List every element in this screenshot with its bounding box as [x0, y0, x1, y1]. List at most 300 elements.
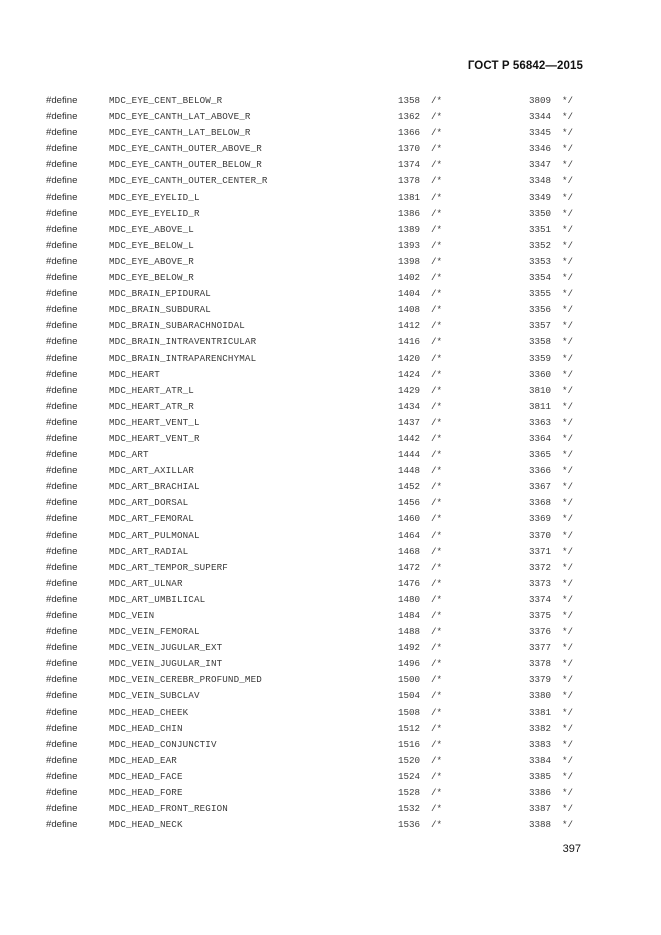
comment-close: */	[562, 272, 574, 284]
comment-close: */	[562, 368, 574, 380]
define-row	[46, 351, 586, 367]
comment-close: */	[562, 497, 574, 509]
define-keyword: #define	[46, 819, 78, 831]
define-row	[46, 190, 586, 206]
define-keyword: #define	[46, 787, 78, 799]
constant-name: MDC_EYE_CENT_BELOW_R	[109, 95, 223, 106]
constant-name: MDC_EYE_ABOVE_R	[109, 255, 194, 267]
comment-open: /*	[431, 95, 443, 106]
define-keyword: #define	[46, 658, 78, 670]
constant-name: MDC_ART	[109, 449, 149, 461]
constant-name: MDC_VEIN_JUGULAR_EXT	[109, 642, 223, 654]
comment-open: /*	[431, 320, 443, 332]
define-row	[46, 624, 586, 640]
comment-open: /*	[431, 722, 443, 734]
comment-code: 3374	[528, 593, 551, 605]
comment-code: 3379	[528, 674, 551, 686]
define-row	[46, 479, 586, 495]
define-keyword: #define	[46, 223, 78, 235]
constant-name: MDC_VEIN_SUBCLAV	[109, 690, 200, 702]
constant-value: 1366	[397, 127, 420, 139]
constant-name: MDC_EYE_CANTH_LAT_BELOW_R	[109, 127, 251, 139]
comment-open: /*	[431, 706, 443, 718]
define-row	[46, 238, 586, 254]
constant-value: 1524	[397, 770, 420, 782]
comment-close: */	[562, 513, 574, 525]
comment-code: 3377	[528, 642, 551, 654]
define-row	[46, 753, 586, 769]
constant-value: 1362	[397, 111, 420, 123]
constant-value: 1504	[397, 690, 420, 702]
define-keyword: #define	[46, 352, 78, 364]
define-keyword: #define	[46, 593, 78, 605]
comment-open: /*	[431, 239, 443, 251]
comment-code: 3373	[528, 577, 551, 589]
define-keyword: #define	[46, 561, 78, 573]
comment-close: */	[562, 706, 574, 718]
define-keyword: #define	[46, 159, 78, 171]
constant-name: MDC_BRAIN_INTRAPARENCHYMAL	[109, 352, 257, 364]
comment-close: */	[562, 610, 574, 621]
comment-code: 3371	[528, 545, 551, 557]
comment-open: /*	[431, 432, 443, 444]
comment-code: 3347	[528, 159, 551, 171]
constant-value: 1508	[397, 706, 420, 718]
define-row	[46, 560, 586, 576]
constant-name: MDC_EYE_EYELID_R	[109, 207, 200, 219]
constant-value: 1492	[397, 642, 420, 654]
constant-value: 1389	[397, 223, 420, 235]
define-row	[46, 640, 586, 656]
comment-open: /*	[431, 497, 443, 509]
comment-open: /*	[431, 127, 443, 139]
define-row	[46, 769, 586, 785]
comment-code: 3387	[528, 803, 551, 815]
define-keyword: #define	[46, 288, 78, 300]
comment-code: 3359	[528, 352, 551, 364]
define-keyword: #define	[46, 207, 78, 219]
comment-code: 3348	[528, 175, 551, 187]
constant-value: 1444	[397, 449, 420, 461]
comment-open: /*	[431, 288, 443, 300]
comment-code: 3351	[528, 223, 551, 235]
constant-name: MDC_EYE_BELOW_L	[109, 239, 194, 251]
comment-close: */	[562, 787, 574, 799]
define-keyword: #define	[46, 529, 78, 541]
comment-code: 3354	[528, 272, 551, 284]
constant-value: 1381	[397, 191, 420, 203]
comment-close: */	[562, 207, 574, 219]
define-row	[46, 286, 586, 302]
comment-open: /*	[431, 770, 443, 782]
comment-close: */	[562, 465, 574, 477]
constant-name: MDC_ART_TEMPOR_SUPERF	[109, 561, 228, 573]
constant-name: MDC_EYE_CANTH_OUTER_CENTER_R	[109, 175, 268, 187]
comment-code: 3365	[528, 449, 551, 461]
constant-name: MDC_VEIN_CEREBR_PROFUND_MED	[109, 674, 262, 686]
comment-open: /*	[431, 111, 443, 123]
comment-close: */	[562, 481, 574, 493]
constant-name: MDC_HEAD_CHIN	[109, 722, 183, 734]
comment-open: /*	[431, 738, 443, 750]
comment-close: */	[562, 111, 574, 123]
comment-open: /*	[431, 159, 443, 171]
comment-open: /*	[431, 255, 443, 267]
comment-close: */	[562, 352, 574, 364]
comment-open: /*	[431, 642, 443, 654]
define-row	[46, 141, 586, 157]
comment-open: /*	[431, 304, 443, 316]
constant-name: MDC_ART_RADIAL	[109, 545, 189, 557]
constant-value: 1408	[397, 304, 420, 316]
constant-value: 1398	[397, 255, 420, 267]
define-keyword: #define	[46, 497, 78, 509]
constant-name: MDC_HEAD_FRONT_REGION	[109, 803, 228, 815]
define-keyword: #define	[46, 690, 78, 702]
comment-close: */	[562, 175, 574, 187]
define-keyword: #define	[46, 304, 78, 316]
define-row	[46, 93, 586, 109]
comment-code: 3364	[528, 432, 551, 444]
define-row	[46, 367, 586, 383]
define-keyword: #define	[46, 191, 78, 203]
define-keyword: #define	[46, 416, 78, 428]
comment-code: 3382	[528, 722, 551, 734]
comment-close: */	[562, 95, 574, 106]
define-keyword: #define	[46, 272, 78, 284]
define-keyword: #define	[46, 143, 78, 155]
constant-name: MDC_EYE_ABOVE_L	[109, 223, 194, 235]
comment-code: 3346	[528, 143, 551, 155]
constant-name: MDC_HEART_VENT_R	[109, 432, 200, 444]
define-row	[46, 705, 586, 721]
constant-name: MDC_HEAD_CHEEK	[109, 706, 189, 718]
define-row	[46, 431, 586, 447]
define-keyword: #define	[46, 610, 78, 621]
comment-close: */	[562, 642, 574, 654]
comment-close: */	[562, 561, 574, 573]
comment-code: 3370	[528, 529, 551, 541]
define-keyword: #define	[46, 706, 78, 718]
constant-name: MDC_HEART_ATR_R	[109, 400, 194, 412]
define-keyword: #define	[46, 754, 78, 766]
comment-open: /*	[431, 384, 443, 396]
comment-open: /*	[431, 352, 443, 364]
define-row	[46, 608, 586, 624]
comment-open: /*	[431, 336, 443, 348]
constant-value: 1496	[397, 658, 420, 670]
constant-value: 1374	[397, 159, 420, 171]
constant-name: MDC_HEAD_FACE	[109, 770, 183, 782]
comment-code: 3363	[528, 416, 551, 428]
comment-code: 3344	[528, 111, 551, 123]
constant-value: 1468	[397, 545, 420, 557]
constant-value: 1488	[397, 626, 420, 638]
define-row	[46, 785, 586, 801]
constant-name: MDC_ART_ULNAR	[109, 577, 183, 589]
comment-close: */	[562, 191, 574, 203]
comment-code: 3376	[528, 626, 551, 638]
constant-name: MDC_HEAD_NECK	[109, 819, 183, 831]
define-row	[46, 801, 586, 817]
define-keyword: #define	[46, 255, 78, 267]
comment-open: /*	[431, 545, 443, 557]
define-keyword: #define	[46, 674, 78, 686]
define-row	[46, 592, 586, 608]
comment-code: 3350	[528, 207, 551, 219]
comment-close: */	[562, 658, 574, 670]
constant-value: 1480	[397, 593, 420, 605]
define-row	[46, 463, 586, 479]
comment-open: /*	[431, 803, 443, 815]
constant-name: MDC_VEIN	[109, 610, 155, 621]
constant-value: 1412	[397, 320, 420, 332]
define-keyword: #define	[46, 770, 78, 782]
define-list	[46, 93, 586, 833]
comment-open: /*	[431, 610, 443, 621]
define-keyword: #define	[46, 481, 78, 493]
constant-name: MDC_ART_UMBILICAL	[109, 593, 206, 605]
define-row	[46, 511, 586, 527]
constant-value: 1512	[397, 722, 420, 734]
comment-code: 3811	[528, 400, 551, 412]
define-keyword: #define	[46, 545, 78, 557]
constant-name: MDC_BRAIN_EPIDURAL	[109, 288, 211, 300]
comment-code: 3357	[528, 320, 551, 332]
constant-name: MDC_BRAIN_SUBDURAL	[109, 304, 211, 316]
define-row	[46, 528, 586, 544]
comment-code: 3384	[528, 754, 551, 766]
define-row	[46, 656, 586, 672]
define-keyword: #define	[46, 320, 78, 332]
define-row	[46, 254, 586, 270]
define-row	[46, 721, 586, 737]
comment-close: */	[562, 738, 574, 750]
constant-name: MDC_BRAIN_INTRAVENTRICULAR	[109, 336, 257, 348]
constant-value: 1528	[397, 787, 420, 799]
comment-code: 3385	[528, 770, 551, 782]
comment-code: 3383	[528, 738, 551, 750]
comment-open: /*	[431, 191, 443, 203]
constant-value: 1464	[397, 529, 420, 541]
define-row	[46, 270, 586, 286]
define-keyword: #define	[46, 127, 78, 139]
define-keyword: #define	[46, 738, 78, 750]
define-row	[46, 125, 586, 141]
define-keyword: #define	[46, 432, 78, 444]
constant-name: MDC_EYE_CANTH_OUTER_ABOVE_R	[109, 143, 262, 155]
define-row	[46, 576, 586, 592]
constant-name: MDC_ART_BRACHIAL	[109, 481, 200, 493]
constant-value: 1532	[397, 803, 420, 815]
comment-code: 3375	[528, 610, 551, 621]
constant-value: 1420	[397, 352, 420, 364]
define-keyword: #define	[46, 722, 78, 734]
constant-value: 1429	[397, 384, 420, 396]
comment-open: /*	[431, 207, 443, 219]
comment-open: /*	[431, 529, 443, 541]
constant-value: 1437	[397, 416, 420, 428]
comment-code: 3367	[528, 481, 551, 493]
comment-open: /*	[431, 449, 443, 461]
comment-close: */	[562, 432, 574, 444]
define-keyword: #define	[46, 465, 78, 477]
define-keyword: #define	[46, 384, 78, 396]
constant-name: MDC_ART_AXILLAR	[109, 465, 194, 477]
comment-open: /*	[431, 400, 443, 412]
page-number: 397	[562, 843, 581, 855]
comment-close: */	[562, 320, 574, 332]
comment-code: 3358	[528, 336, 551, 348]
define-row	[46, 318, 586, 334]
comment-open: /*	[431, 465, 443, 477]
constant-name: MDC_EYE_EYELID_L	[109, 191, 200, 203]
comment-close: */	[562, 674, 574, 686]
constant-value: 1460	[397, 513, 420, 525]
comment-code: 3386	[528, 787, 551, 799]
comment-code: 3810	[528, 384, 551, 396]
define-row	[46, 173, 586, 189]
constant-value: 1536	[397, 819, 420, 831]
standard-header: ГОСТ Р 56842—2015	[467, 60, 583, 72]
comment-close: */	[562, 239, 574, 251]
define-row	[46, 688, 586, 704]
comment-close: */	[562, 722, 574, 734]
constant-value: 1448	[397, 465, 420, 477]
define-row	[46, 544, 586, 560]
comment-open: /*	[431, 690, 443, 702]
comment-code: 3352	[528, 239, 551, 251]
constant-value: 1424	[397, 368, 420, 380]
constant-name: MDC_HEART_ATR_L	[109, 384, 194, 396]
comment-close: */	[562, 304, 574, 316]
comment-open: /*	[431, 416, 443, 428]
comment-code: 3345	[528, 127, 551, 139]
constant-value: 1386	[397, 207, 420, 219]
comment-close: */	[562, 626, 574, 638]
comment-close: */	[562, 577, 574, 589]
define-row	[46, 206, 586, 222]
define-row	[46, 222, 586, 238]
define-row	[46, 415, 586, 431]
constant-value: 1378	[397, 175, 420, 187]
define-keyword: #define	[46, 111, 78, 123]
constant-value: 1402	[397, 272, 420, 284]
comment-close: */	[562, 690, 574, 702]
comment-close: */	[562, 529, 574, 541]
constant-value: 1500	[397, 674, 420, 686]
comment-close: */	[562, 803, 574, 815]
comment-open: /*	[431, 593, 443, 605]
comment-close: */	[562, 143, 574, 155]
define-keyword: #define	[46, 95, 78, 106]
comment-code: 3388	[528, 819, 551, 831]
constant-name: MDC_ART_DORSAL	[109, 497, 189, 509]
constant-name: MDC_HEAD_EAR	[109, 754, 177, 766]
define-row	[46, 334, 586, 350]
comment-open: /*	[431, 626, 443, 638]
define-keyword: #define	[46, 400, 78, 412]
comment-close: */	[562, 159, 574, 171]
comment-close: */	[562, 223, 574, 235]
define-row	[46, 157, 586, 173]
comment-open: /*	[431, 819, 443, 831]
constant-name: MDC_EYE_CANTH_OUTER_BELOW_R	[109, 159, 262, 171]
define-row	[46, 447, 586, 463]
comment-close: */	[562, 770, 574, 782]
constant-value: 1393	[397, 239, 420, 251]
comment-code: 3353	[528, 255, 551, 267]
comment-close: */	[562, 288, 574, 300]
define-keyword: #define	[46, 239, 78, 251]
constant-value: 1404	[397, 288, 420, 300]
comment-open: /*	[431, 787, 443, 799]
comment-open: /*	[431, 272, 443, 284]
constant-name: MDC_HEART_VENT_L	[109, 416, 200, 428]
constant-value: 1516	[397, 738, 420, 750]
comment-open: /*	[431, 561, 443, 573]
constant-value: 1472	[397, 561, 420, 573]
constant-name: MDC_EYE_CANTH_LAT_ABOVE_R	[109, 111, 251, 123]
comment-close: */	[562, 400, 574, 412]
comment-code: 3355	[528, 288, 551, 300]
constant-value: 1452	[397, 481, 420, 493]
constant-name: MDC_HEAD_CONJUNCTIV	[109, 738, 217, 750]
define-keyword: #define	[46, 175, 78, 187]
define-keyword: #define	[46, 577, 78, 589]
define-keyword: #define	[46, 449, 78, 461]
define-keyword: #define	[46, 803, 78, 815]
define-keyword: #define	[46, 642, 78, 654]
constant-value: 1442	[397, 432, 420, 444]
constant-name: MDC_ART_FEMORAL	[109, 513, 194, 525]
constant-value: 1370	[397, 143, 420, 155]
comment-open: /*	[431, 577, 443, 589]
constant-name: MDC_VEIN_JUGULAR_INT	[109, 658, 223, 670]
comment-code: 3380	[528, 690, 551, 702]
constant-name: MDC_HEAD_FORE	[109, 787, 183, 799]
define-keyword: #define	[46, 626, 78, 638]
comment-close: */	[562, 819, 574, 831]
comment-close: */	[562, 754, 574, 766]
define-keyword: #define	[46, 336, 78, 348]
define-row	[46, 383, 586, 399]
comment-close: */	[562, 449, 574, 461]
comment-code: 3809	[528, 95, 551, 106]
comment-code: 3368	[528, 497, 551, 509]
define-row	[46, 672, 586, 688]
constant-value: 1520	[397, 754, 420, 766]
define-row	[46, 495, 586, 511]
define-row	[46, 399, 586, 415]
constant-value: 1358	[397, 95, 420, 106]
comment-open: /*	[431, 674, 443, 686]
comment-close: */	[562, 384, 574, 396]
comment-code: 3360	[528, 368, 551, 380]
define-keyword: #define	[46, 513, 78, 525]
define-keyword: #define	[46, 368, 78, 380]
constant-value: 1484	[397, 610, 420, 621]
comment-code: 3372	[528, 561, 551, 573]
comment-open: /*	[431, 481, 443, 493]
comment-open: /*	[431, 513, 443, 525]
define-row	[46, 737, 586, 753]
comment-close: */	[562, 255, 574, 267]
constant-value: 1434	[397, 400, 420, 412]
comment-code: 3366	[528, 465, 551, 477]
define-row	[46, 302, 586, 318]
comment-code: 3381	[528, 706, 551, 718]
